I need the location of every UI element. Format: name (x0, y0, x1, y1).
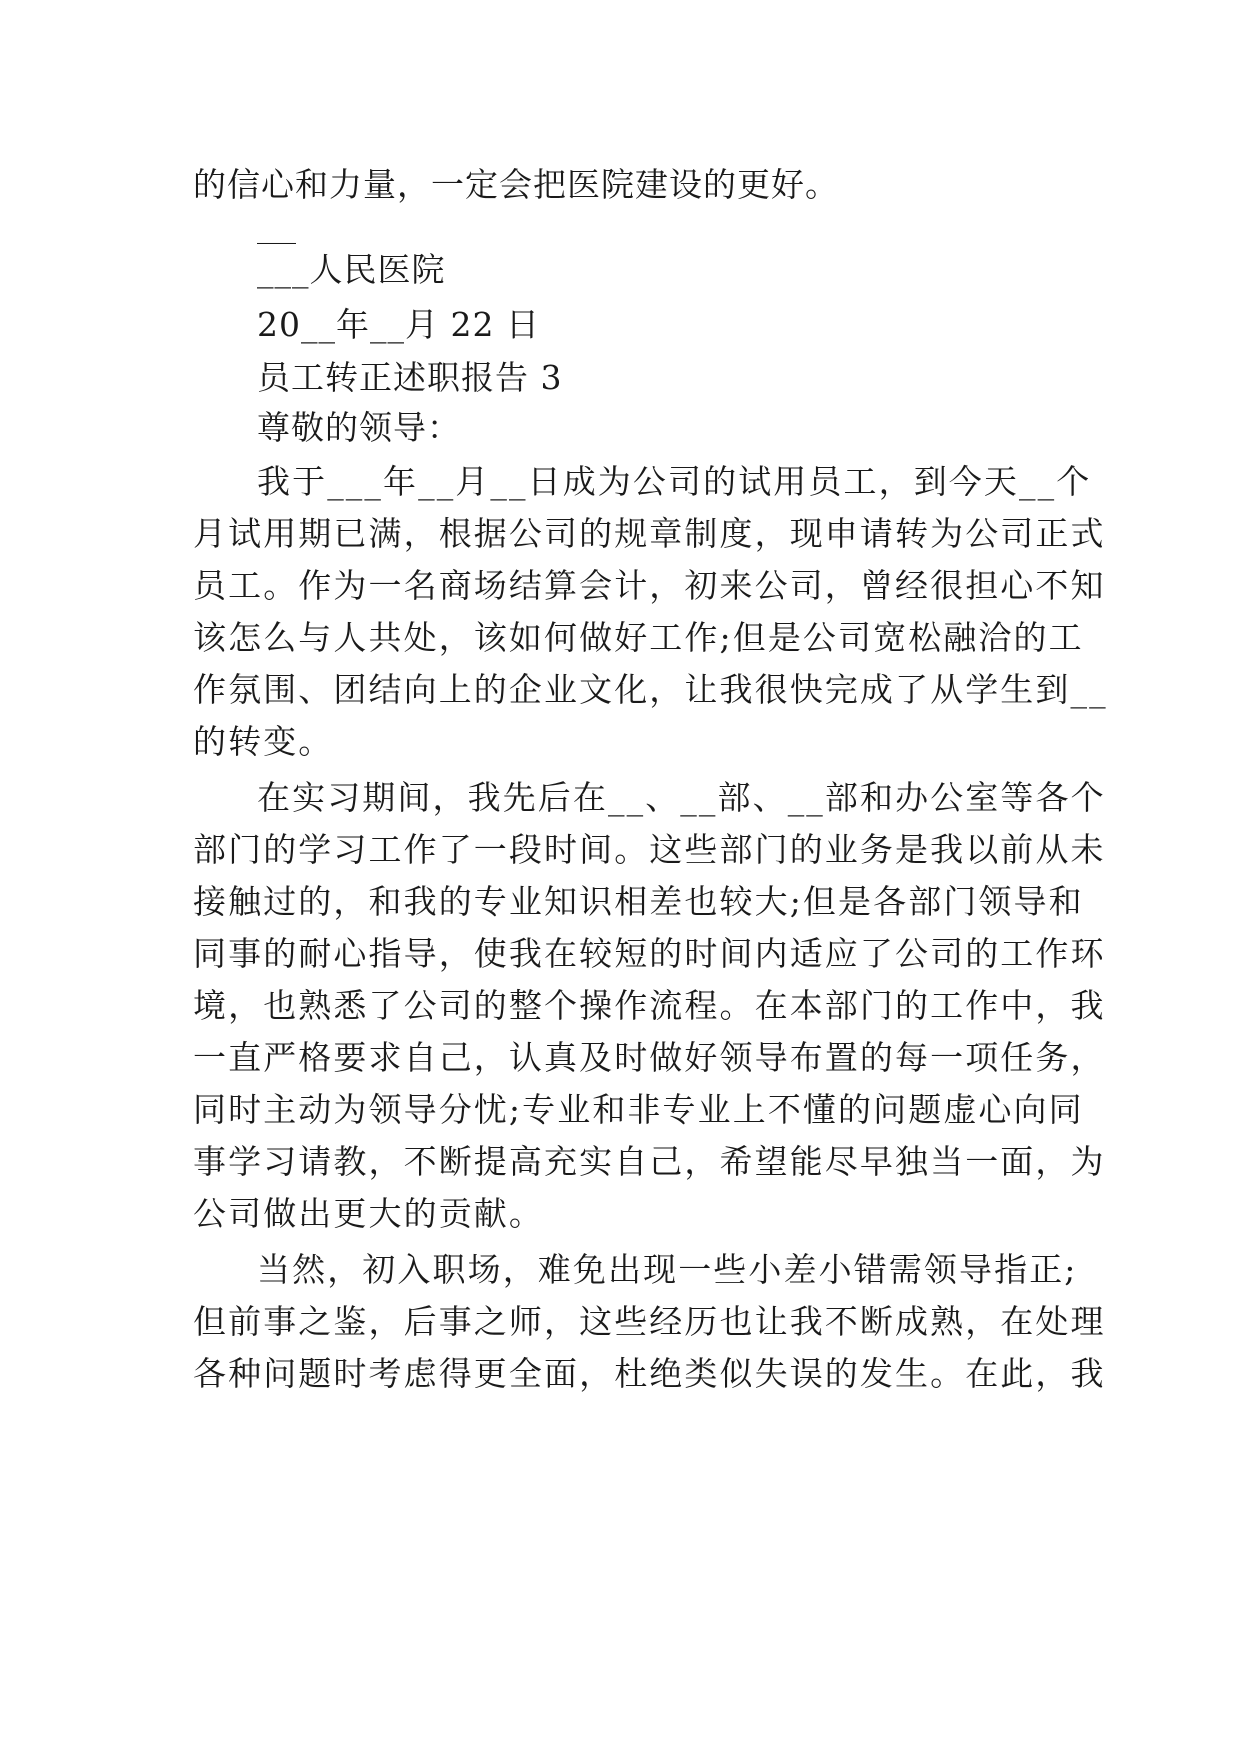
paragraph-2-line: 部门的学习工作了一段时间。这些部门的业务是我以前从未 (193, 830, 1106, 869)
paragraph-2-line: 公司做出更大的贡献。 (193, 1194, 544, 1233)
paragraph-2-line: 同时主动为领导分忧;专业和非专业上不懂的问题虚心向同 (193, 1090, 1084, 1129)
hospital-name: ___人民医院 (257, 250, 446, 289)
paragraph-2-line: 同事的耐心指导，使我在较短的时间内适应了公司的工作环 (193, 934, 1106, 973)
signature-blank: ___ (257, 215, 296, 245)
paragraph-2-line: 一直严格要求自己，认真及时做好领导布置的每一项任务， (193, 1038, 1106, 1077)
paragraph-2-line: 在实习期间，我先后在__、__部、__部和办公室等各个 (257, 778, 1106, 817)
paragraph-1-line: 该怎么与人共处，该如何做好工作;但是公司宽松融洽的工 (193, 618, 1084, 657)
paragraph-1-line: 员工。作为一名商场结算会计，初来公司，曾经很担心不知 (193, 566, 1106, 605)
paragraph-2-line: 事学习请教，不断提高充实自己，希望能尽早独当一面，为 (193, 1142, 1106, 1181)
paragraph-1-line: 我于___年__月__日成为公司的试用员工，到今天__个 (257, 462, 1092, 501)
salutation: 尊敬的领导： (257, 408, 461, 447)
paragraph-1-line: 作氛围、团结向上的企业文化，让我很快完成了从学生到__ (193, 670, 1108, 709)
paragraph-3-line: 各种问题时考虑得更全面，杜绝类似失误的发生。在此，我 (193, 1354, 1106, 1393)
paragraph-2-line: 境，也熟悉了公司的整个操作流程。在本部门的工作中，我 (193, 986, 1106, 1025)
text-line-continuation: 的信心和力量，一定会把医院建设的更好。 (193, 165, 839, 204)
report-title: 员工转正述职报告 3 (257, 358, 563, 397)
paragraph-1-line: 的转变。 (193, 722, 334, 761)
paragraph-2-line: 接触过的，和我的专业知识相差也较大;但是各部门领导和 (193, 882, 1084, 921)
paragraph-3-line: 但前事之鉴，后事之师，这些经历也让我不断成熟，在处理 (193, 1302, 1106, 1341)
paragraph-3-line: 当然，初入职场，难免出现一些小差小错需领导指正; (257, 1250, 1078, 1289)
paragraph-1-line: 月试用期已满，根据公司的规章制度，现申请转为公司正式 (193, 514, 1106, 553)
document-date: 20__年__月 22 日 (257, 305, 540, 344)
